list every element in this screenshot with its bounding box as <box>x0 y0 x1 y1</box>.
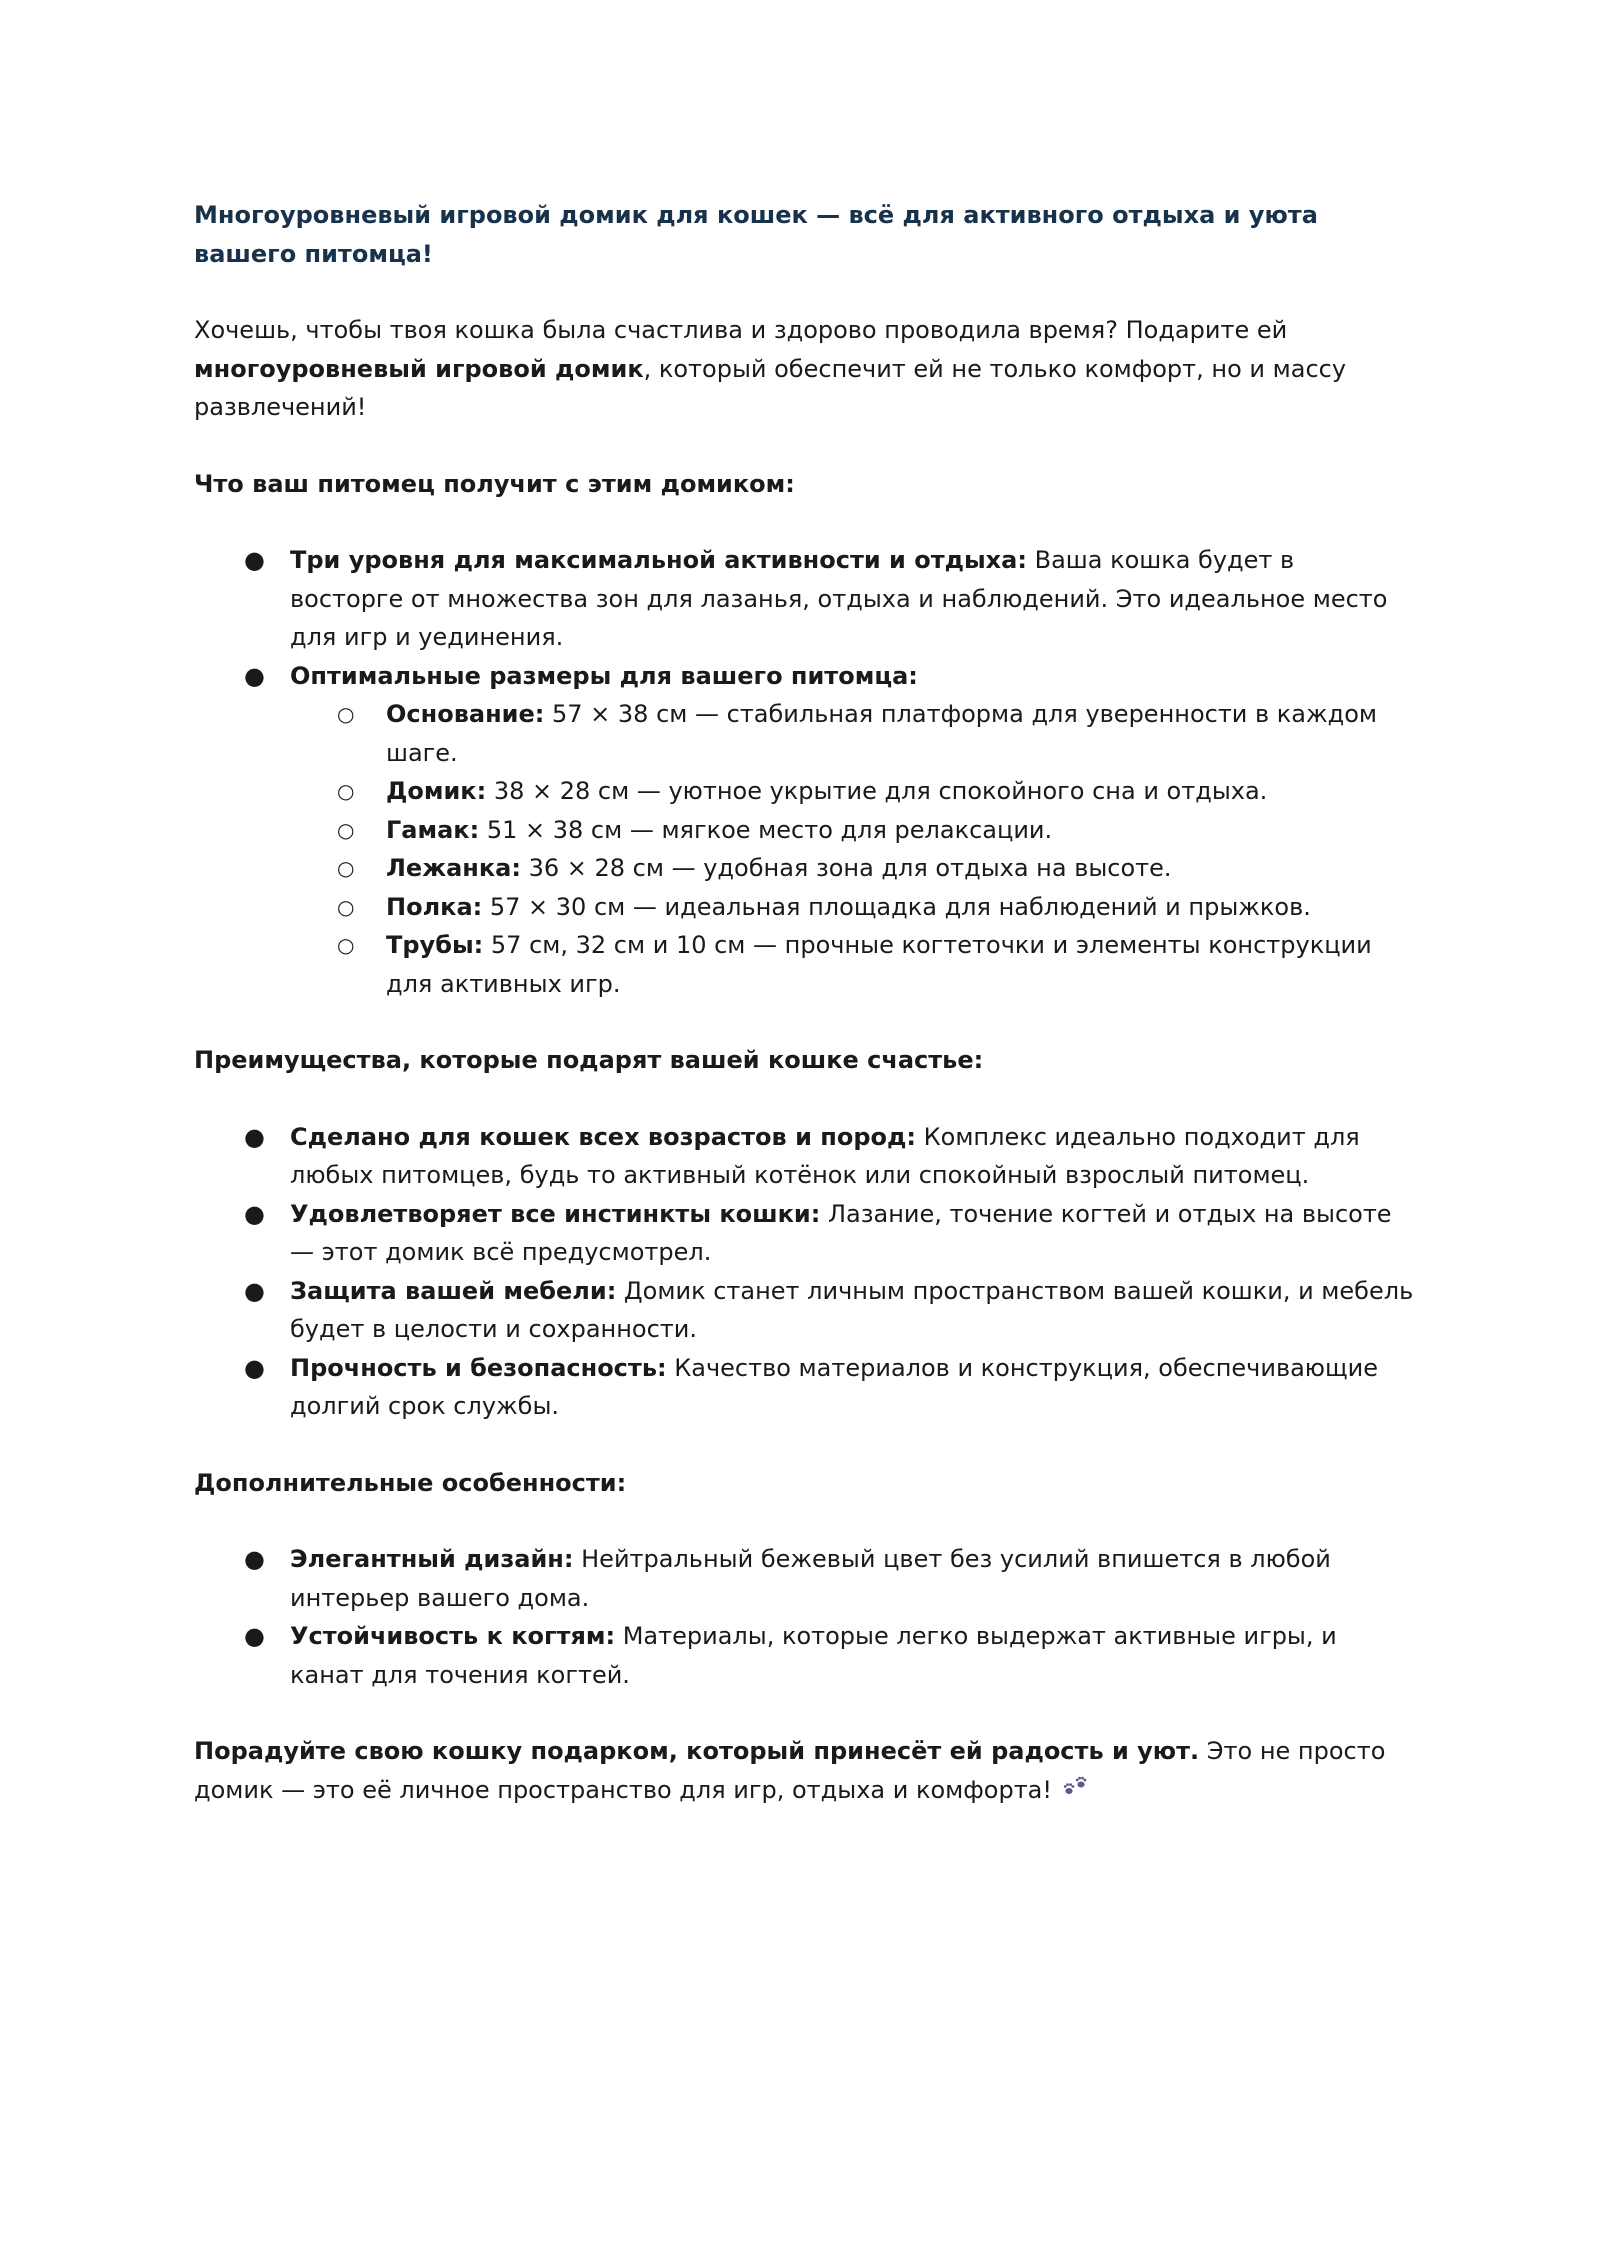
list-item <box>194 1272 1414 1349</box>
item-text: 57 × 38 см — стабильная платформа для уверенности в каждом шаге. <box>386 700 1378 767</box>
section-heading-features: Что ваш питомец получит с этим домиком: <box>194 469 795 498</box>
item-text: 36 × 28 см — удобная зона для отдыха на высоте. <box>520 854 1172 882</box>
list-item <box>290 926 1414 1003</box>
circle-bullet-icon: ○ <box>337 779 355 803</box>
document-title: Многоуровневый игровой домик для кошек — всё для активного отдыха и уюта вашего питомца! <box>194 201 1318 268</box>
list-item <box>290 695 1414 772</box>
bullet-icon: ● <box>244 1199 265 1228</box>
circle-bullet-icon: ○ <box>337 894 355 919</box>
extras-list <box>194 1540 1414 1694</box>
bullet-icon: ● <box>244 1545 265 1573</box>
features-list <box>194 541 1414 1003</box>
item-text: 57 см, 32 см и 10 см — прочные когтеточки и элементы конструкции для активных игр. <box>386 931 1372 998</box>
item-label: Домик: <box>386 777 487 805</box>
item-text: Материалы, которые легко выдержат активные игры, и канат для точения когтей. <box>290 1622 1337 1689</box>
list-item <box>194 1540 1414 1617</box>
item-label: Три уровня для максимальной активности и отдыха: <box>290 546 1027 574</box>
list-item <box>194 657 1414 1004</box>
closing-paragraph <box>194 1732 1414 1809</box>
circle-bullet-icon: ○ <box>337 856 355 880</box>
item-text: Комплекс идеально подходит для любых питомцев, будь то активный котёнок или спокойный взрослый питомец. <box>290 1122 1360 1189</box>
item-label: Удовлетворяет все инстинкты кошки: <box>290 1199 821 1228</box>
item-label: Оптимальные размеры для вашего питомца: <box>290 661 918 690</box>
item-label: Полка: <box>386 892 483 921</box>
item-text: Нейтральный бежевый цвет без усилий впишется в любой интерьер вашего дома. <box>290 1545 1331 1612</box>
list-item <box>290 811 1414 850</box>
closing-text: Это не просто домик — это её личное пространство для игр, отдыха и комфорта! <box>194 1737 1386 1804</box>
item-text: Ваша кошка будет в восторге от множества зон для лазанья, отдыха и наблюдений. Это идеальное место для игр и уединения. <box>290 546 1388 651</box>
section-heading-benefits: Преимущества, которые подарят вашей кошке счастье: <box>194 1046 984 1074</box>
bullet-icon: ● <box>244 546 265 574</box>
item-text: 57 × 30 см — идеальная площадка для наблюдений и прыжков. <box>482 892 1311 921</box>
bullet-icon: ● <box>244 1353 265 1382</box>
circle-bullet-icon: ○ <box>337 702 355 726</box>
item-text: Лазание, точение когтей и отдых на высоте — этот домик всё предусмотрел. <box>290 1199 1392 1266</box>
benefits-list <box>194 1118 1414 1426</box>
paw-prints-icon <box>1062 1773 1090 1797</box>
list-item <box>290 888 1414 927</box>
item-text: Качество материалов и конструкция, обеспечивающие долгий срок службы. <box>290 1353 1378 1420</box>
list-item <box>194 541 1414 657</box>
list-item <box>194 1349 1414 1426</box>
bullet-icon: ● <box>244 1622 265 1650</box>
intro-text-1: Хочешь, чтобы твоя кошка была счастлива и здорово проводила время? Подарите ей <box>194 316 1288 344</box>
closing-bold: Порадуйте свою кошку подарком, который принесёт ей радость и уют. <box>194 1737 1200 1765</box>
item-label: Прочность и безопасность: <box>290 1353 667 1382</box>
item-label: Основание: <box>386 700 545 728</box>
item-label: Трубы: <box>386 931 484 959</box>
item-label: Защита вашей мебели: <box>290 1276 617 1305</box>
item-label: Гамак: <box>386 815 480 844</box>
bullet-icon: ● <box>244 1122 265 1151</box>
item-label: Лежанка: <box>386 854 521 882</box>
item-text: Домик станет личным пространством вашей кошки, и мебель будет в целости и сохранности. <box>290 1276 1414 1343</box>
item-text: 51 × 38 см — мягкое место для релаксации. <box>479 815 1053 844</box>
circle-bullet-icon: ○ <box>337 933 355 957</box>
list-item <box>290 772 1414 811</box>
list-item <box>194 1617 1414 1694</box>
bullet-icon: ● <box>244 1276 265 1305</box>
intro-bold: многоуровневый игровой домик <box>194 354 644 383</box>
list-item <box>290 849 1414 888</box>
item-label: Сделано для кошек всех возрастов и пород: <box>290 1122 916 1151</box>
intro-text-2: , который обеспечит ей не только комфорт, но и массу развлечений! <box>194 354 1347 421</box>
item-label: Устойчивость к когтям: <box>290 1622 616 1650</box>
document-page <box>194 196 1414 1847</box>
item-text: 38 × 28 см — уютное укрытие для спокойного сна и отдыха. <box>486 777 1268 805</box>
dimensions-list <box>290 695 1414 1003</box>
list-item <box>194 1195 1414 1272</box>
circle-bullet-icon: ○ <box>337 817 355 842</box>
item-label: Элегантный дизайн: <box>290 1545 574 1573</box>
section-heading-extras: Дополнительные особенности: <box>194 1468 627 1497</box>
list-item <box>194 1118 1414 1195</box>
intro-paragraph <box>194 311 1414 427</box>
bullet-icon: ● <box>244 661 265 690</box>
